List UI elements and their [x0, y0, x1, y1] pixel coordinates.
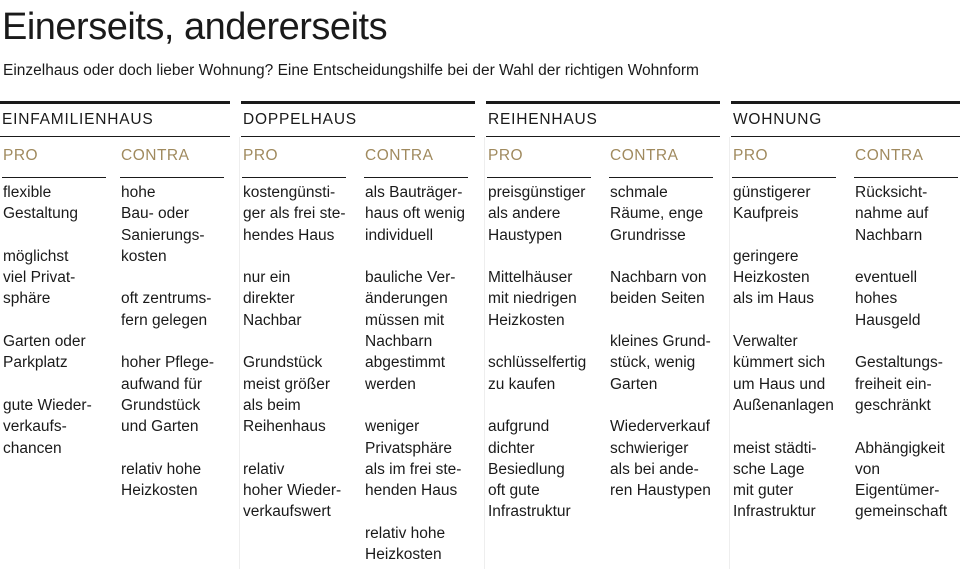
list-item: Nachbarn von beiden Seiten	[610, 269, 707, 308]
section-wohnung	[731, 101, 960, 569]
list-item: relativ hoher Wieder- verkaufswert	[243, 460, 342, 521]
list-item: als Bauträger- haus oft wenig individuell	[365, 184, 465, 244]
pro-list	[733, 182, 845, 544]
section-rule	[731, 101, 960, 104]
column-rule	[854, 177, 958, 178]
column-separator	[484, 137, 485, 569]
list-item: Garten oder Parkplatz	[3, 333, 86, 372]
column-rule	[609, 177, 713, 178]
list-item: flexible Gestaltung	[3, 184, 78, 223]
section-title: REIHENHAUS	[488, 111, 598, 128]
section-einfamilienhaus	[0, 101, 232, 569]
pro-list	[488, 182, 600, 544]
section-rule	[0, 101, 230, 104]
list-item: Mittelhäuser mit niedrigen Heizkosten	[488, 269, 577, 329]
list-item: kleines Grund- stück, wenig Garten	[610, 333, 711, 393]
list-item: schlüsselfertig zu kaufen	[488, 354, 587, 393]
pro-heading: PRO	[733, 147, 769, 164]
list-item: relativ hohe Heizkosten	[365, 524, 446, 564]
section-rule	[486, 101, 720, 104]
list-item: hohe Bau- oder Sanierungs- kosten	[121, 184, 205, 265]
section-divider	[731, 136, 960, 137]
list-item: Rücksicht- nahme auf Nachbarn	[855, 184, 929, 244]
list-item: kostengünsti- ger als frei ste- hendes Haus	[243, 184, 346, 244]
list-item: schmale Räume, enge Grundrisse	[610, 184, 704, 244]
contra-heading: CONTRA	[855, 147, 924, 164]
column-separator	[239, 137, 240, 569]
contra-list	[365, 182, 477, 587]
contra-list	[855, 182, 960, 544]
list-item: günstigerer Kaufpreis	[733, 184, 811, 223]
section-divider	[241, 136, 475, 137]
page-title: Einerseits, andererseits	[2, 6, 388, 48]
list-item: Verwalter kümmert sich um Haus und Außenanlagen	[733, 333, 834, 414]
column-separator	[729, 137, 730, 569]
list-item: nur ein direkter Nachbar	[243, 269, 302, 329]
contra-list	[121, 182, 233, 523]
list-item: Abhängigkeit von Eigentümer- gemeinschaft	[855, 439, 948, 521]
list-item: aufgrund dichter Besiedlung oft gute Infrastruktur	[488, 418, 571, 521]
pro-list	[3, 182, 115, 480]
contra-heading: CONTRA	[610, 147, 679, 164]
list-item: relativ hohe Heizkosten	[121, 460, 202, 500]
column-rule	[2, 177, 106, 178]
contra-heading: CONTRA	[365, 147, 434, 164]
list-item: möglichst viel Privat- sphäre	[3, 247, 76, 308]
section-rule	[241, 101, 475, 104]
pro-list	[243, 182, 355, 544]
pro-heading: PRO	[488, 147, 524, 164]
section-title: EINFAMILIENHAUS	[2, 111, 154, 128]
column-rule	[487, 177, 591, 178]
list-item: Grundstück meist größer als beim Reihenhaus	[243, 354, 330, 436]
section-doppelhaus	[241, 101, 477, 569]
list-item: gute Wieder- verkaufs- chancen	[3, 396, 92, 457]
section-reihenhaus	[486, 101, 722, 569]
column-rule	[732, 177, 836, 178]
column-rule	[242, 177, 346, 178]
list-item: hoher Pflege- aufwand für Grundstück und Garten	[121, 354, 215, 436]
list-item: Gestaltungs- freiheit ein- geschränkt	[855, 354, 943, 414]
list-item: bauliche Ver- änderungen müssen mit Nachbarn abgestimmt werden	[365, 269, 456, 393]
section-title: WOHNUNG	[733, 111, 823, 128]
list-item: preisgünstiger als andere Haustypen	[488, 184, 586, 244]
section-divider	[0, 136, 230, 137]
list-item: geringere Heizkosten als im Haus	[733, 247, 814, 308]
column-rule	[364, 177, 468, 178]
list-item: meist städti- sche Lage mit guter Infrastruktur	[733, 439, 817, 521]
section-title: DOPPELHAUS	[243, 111, 357, 128]
pro-heading: PRO	[243, 147, 279, 164]
list-item: Wiederverkauf schwieriger als bei ande- ren Haustypen	[610, 418, 711, 500]
section-divider	[486, 136, 720, 137]
page-subtitle: Einzelhaus oder doch lieber Wohnung? Eine Entscheidungshilfe bei der Wahl der richtigen Wohnform	[3, 62, 699, 79]
list-item: eventuell hohes Hausgeld	[855, 269, 921, 329]
pro-heading: PRO	[3, 147, 39, 164]
column-rule	[120, 177, 224, 178]
list-item: weniger Privatsphäre als im frei ste- henden Haus	[365, 418, 462, 500]
contra-list	[610, 182, 722, 523]
list-item: oft zentrums- fern gelegen	[121, 290, 212, 329]
contra-heading: CONTRA	[121, 147, 190, 164]
